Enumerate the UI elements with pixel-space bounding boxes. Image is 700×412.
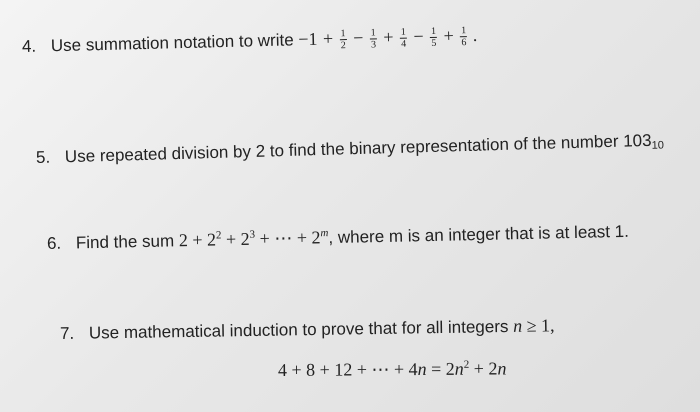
induction-equation: 4 + 8 + 12 + ⋯ + $4n = 2n^2 + 2n$ [277, 358, 507, 380]
fraction: $\frac{1}{6}$ [461, 25, 467, 49]
problem-text: Use summation notation to write [50, 30, 294, 56]
number-value: $103_{10}$ [622, 130, 665, 152]
problem-6 [47, 221, 629, 255]
series-op: − [413, 26, 424, 47]
fraction: $\frac{1}{3}$ [370, 27, 377, 51]
problem-7 [60, 315, 555, 344]
problem-text-after: , where m is an integer that is at least 1. [328, 221, 630, 248]
geometric-sum: $2 + 2^2 + 2^3$ + ⋯ + 2$^m$ [178, 227, 329, 251]
problem-text: Use mathematical induction to prove that for all integers [88, 316, 509, 343]
problem-text: Use repeated division by 2 to find the binary representation of the number [64, 131, 619, 167]
problem-number: 4. [21, 36, 37, 56]
fraction: $\frac{1}{5}$ [430, 26, 437, 50]
problem-5 [36, 130, 664, 168]
problem-number: 5. [35, 147, 51, 167]
series-end: . [472, 24, 478, 45]
series-op: + [443, 25, 455, 46]
fraction: $\frac{1}{4}$ [400, 26, 407, 51]
series-op: + [322, 28, 334, 49]
problem-number: 7. [59, 323, 75, 343]
series-op: + [383, 26, 394, 48]
problem-number: 6. [46, 233, 62, 253]
induction-condition: n ≥ 1, [512, 315, 555, 336]
series-lead-term: −1 [298, 28, 318, 50]
fraction: $\frac{1}{2}$ [340, 28, 347, 52]
number-base: 10 [651, 139, 665, 152]
problem-text: Find the sum [75, 231, 175, 253]
series-op: − [352, 27, 364, 48]
problem-4 [22, 25, 478, 59]
alternating-series [298, 24, 478, 52]
